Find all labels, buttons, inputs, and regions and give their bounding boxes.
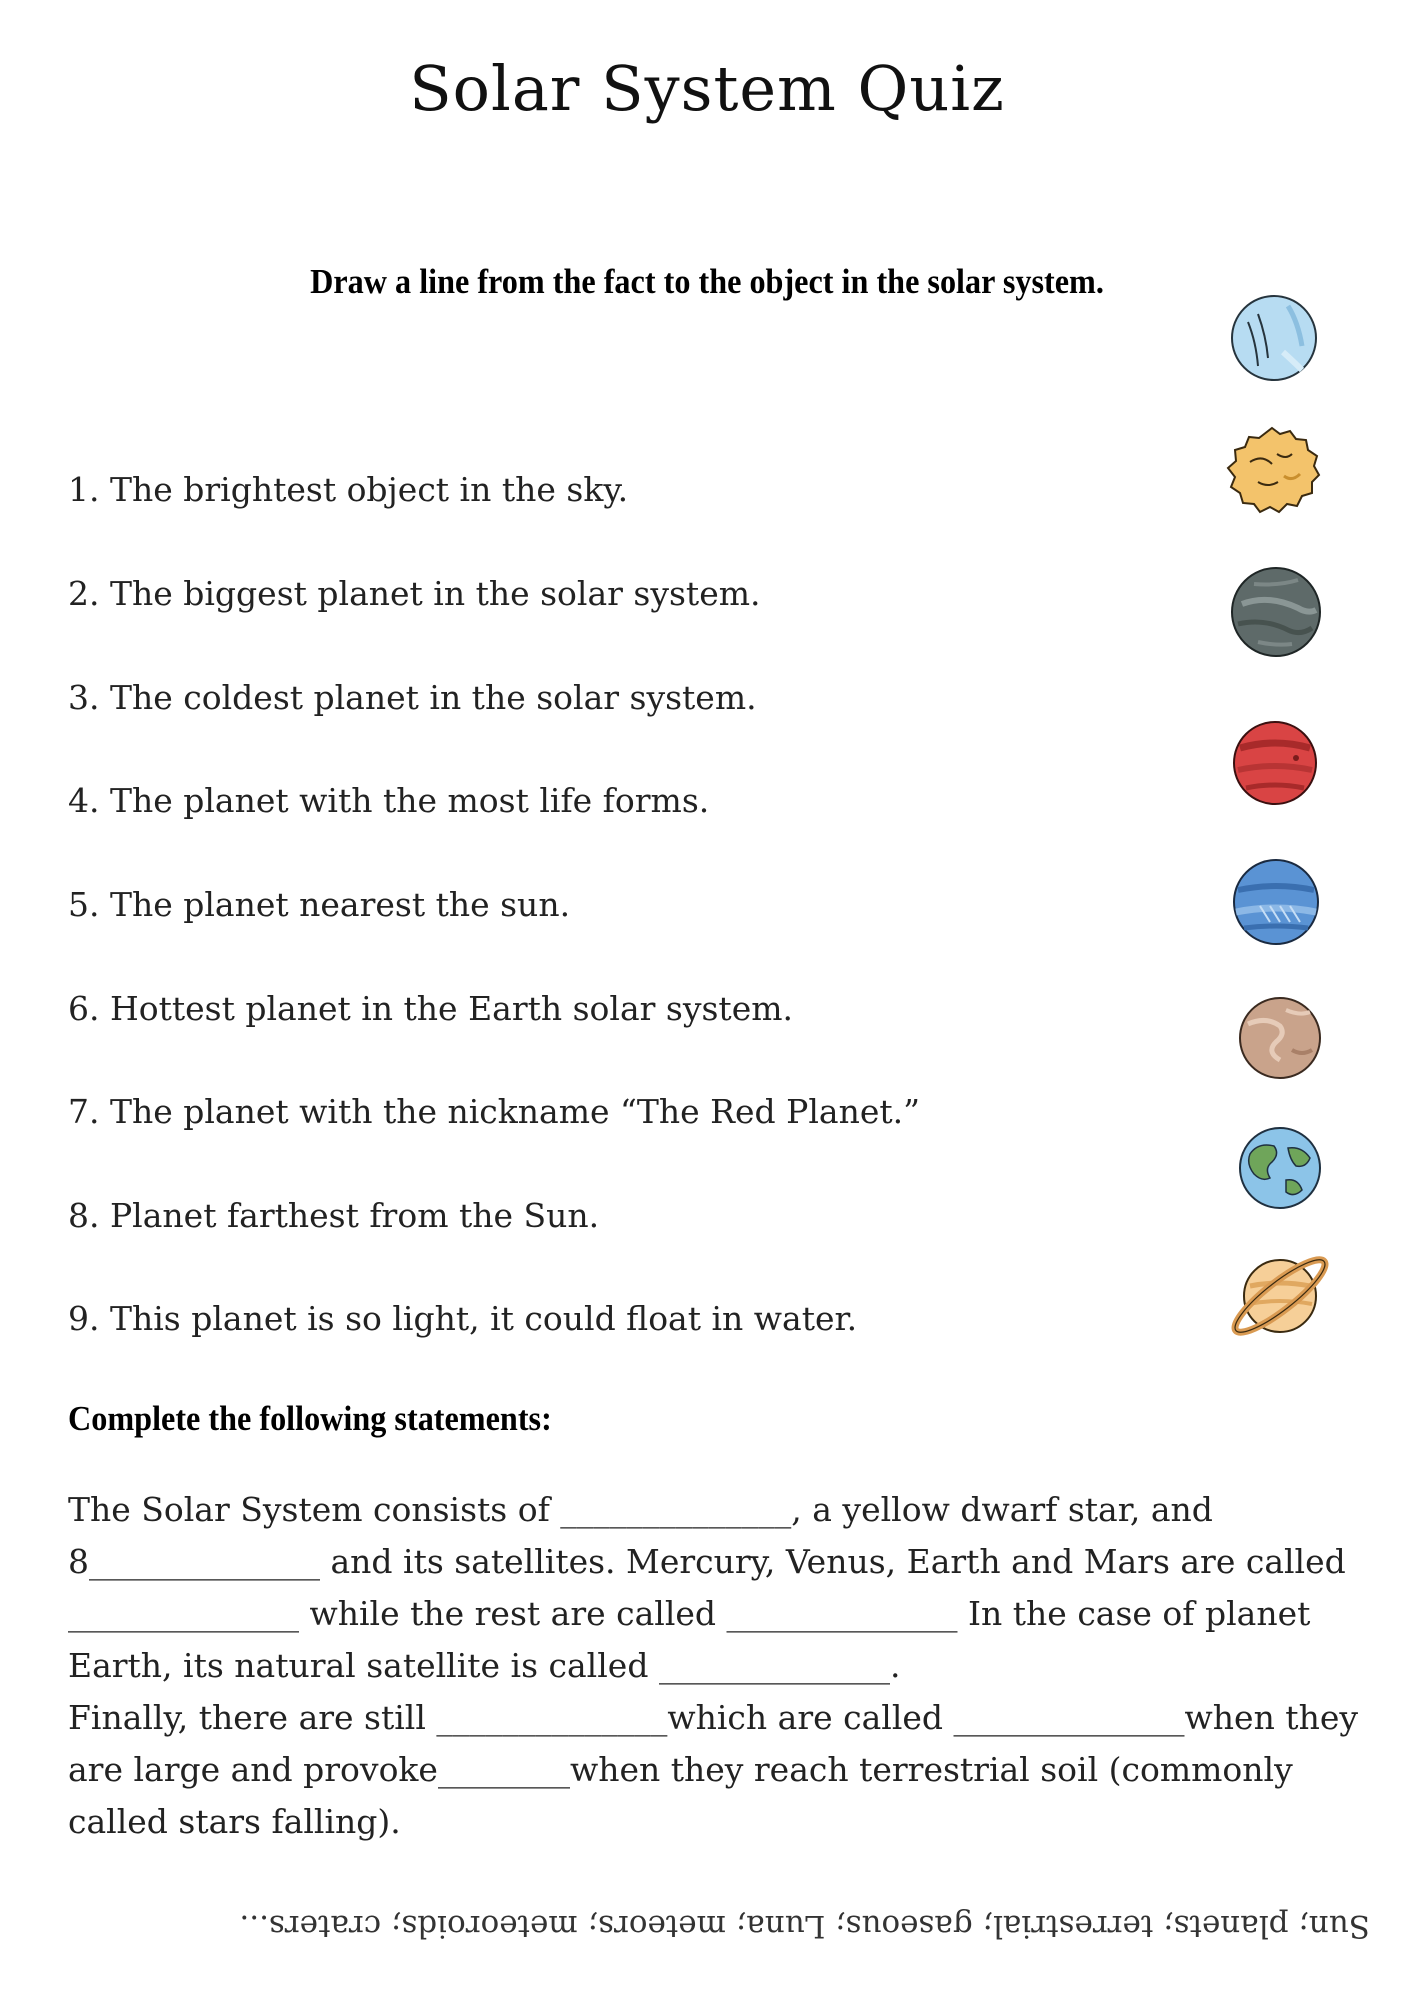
word-bank-upside-down: Sun; planets; terrestrial; gaseous; Luna; meteors; meteoroids; craters... [239,1908,1370,1944]
saturn-icon [1228,1246,1336,1350]
question-4: 4. The planet with the most life forms. [68,781,710,820]
section-heading: Complete the following statements: [68,1399,552,1438]
page-title: Solar System Quiz [409,52,1005,125]
paragraph-line: are large and provoke________when they reach terrestrial soil (commonly [68,1750,1293,1789]
sun-icon [1222,424,1322,516]
earth-icon [1236,1124,1324,1212]
question-7: 7. The planet with the nickname “The Red Planet.” [68,1092,920,1131]
paragraph-line: ______________ while the rest are called ______________ In the case of planet [68,1594,1311,1633]
mars-icon [1230,718,1320,808]
fill-in-paragraph [68,1484,1368,1848]
paragraph-line: Earth, its natural satellite is called ______________. [68,1646,901,1685]
mercury-icon [1228,564,1324,660]
paragraph-line: Finally, there are still ______________which are called ______________when they [68,1698,1358,1737]
question-5: 5. The planet nearest the sun. [68,885,571,924]
paragraph-line: 8______________ and its satellites. Mercury, Venus, Earth and Mars are called [68,1542,1346,1581]
question-6: 6. Hottest planet in the Earth solar system. [68,989,794,1028]
question-2: 2. The biggest planet in the solar system. [68,574,761,613]
question-1: 1. The brightest object in the sky. [68,470,629,509]
neptune-icon [1230,856,1322,948]
question-3: 3. The coldest planet in the solar system. [68,678,757,717]
paragraph-line: called stars falling). [68,1802,401,1841]
venus-icon [1236,994,1324,1082]
question-8: 8. Planet farthest from the Sun. [68,1196,600,1235]
paragraph-line: The Solar System consists of ______________, a yellow dwarf star, and [68,1490,1213,1529]
instruction-heading: Draw a line from the fact to the object in the solar system. [310,262,1104,301]
uranus-icon [1228,292,1320,384]
question-9: 9. This planet is so light, it could float in water. [68,1299,858,1338]
